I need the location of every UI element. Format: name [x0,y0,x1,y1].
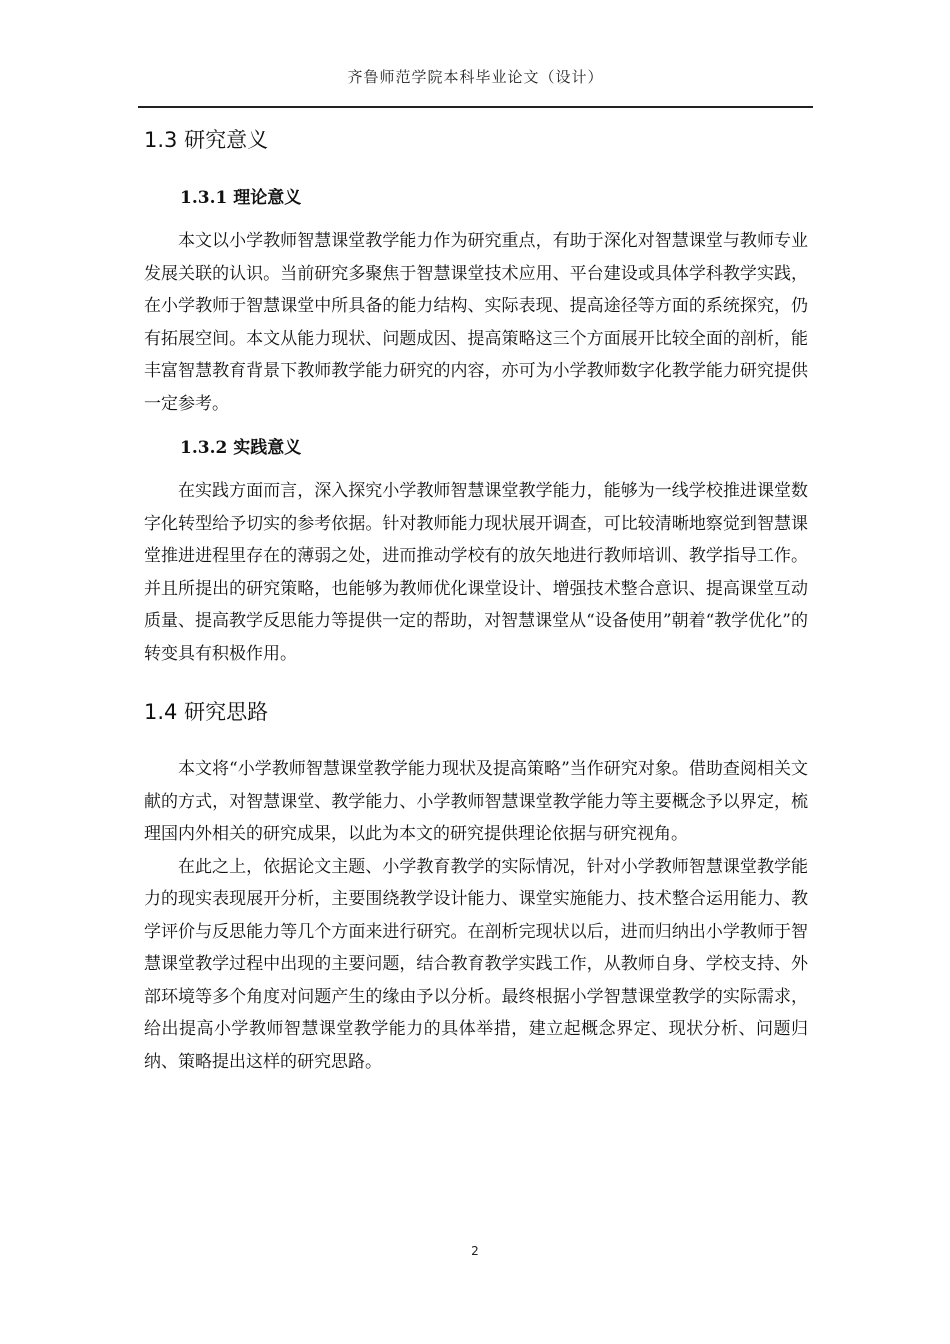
paragraph-research-approach-1: 本文将“小学教师智慧课堂教学能力现状及提高策略”当作研究对象。借助查阅相关文献的方式，对智慧课堂、教学能力、小学教师智慧课堂教学能力等主要概念予以界定，梳理国内外相关的研究成果，以此为本文的研究提供理论依据与研究视角。 [144,759,808,844]
section-heading-1-4: 1.4 研究思路 [144,700,269,724]
subsection-heading-1-3-2: 1.3.2 实践意义 [180,438,302,458]
subsection-heading-1-3-1: 1.3.1 理论意义 [180,188,302,208]
page-header: 齐鲁师范学院本科毕业论文（设计） [347,68,604,86]
page-number: 2 [471,1244,479,1258]
page-body [144,122,808,1078]
section-heading-1-3: 1.3 研究意义 [144,128,269,152]
paragraph-theoretical-significance: 本文以小学教师智慧课堂教学能力作为研究重点，有助于深化对智慧课堂与教师专业发展关联的认识。当前研究多聚焦于智慧课堂技术应用、平台建设或具体学科教学实践，在小学教师于智慧课堂中所具备的能力结构、实际表现、提高途径等方面的系统探究，仍有拓展空间。本文从能力现状、问题成因、提高策略这三个方面展开比较全面的剖析，能丰富智慧教育背景下教师教学能力研究的内容，亦可为小学教师数字化教学能力研究提供一定参考。 [144,231,808,414]
header-rule [138,106,813,108]
paragraph-research-approach-2: 在此之上，依据论文主题、小学教育教学的实际情况，针对小学教师智慧课堂教学能力的现实表现展开分析，主要围绕教学设计能力、课堂实施能力、技术整合运用能力、教学评价与反思能力等几个方面来进行研究。在剖析完现状以后，进而归纳出小学教师于智慧课堂教学过程中出现的主要问题，结合教育教学实践工作，从教师自身、学校支持、外部环境等多个角度对问题产生的缘由予以分析。最终根据小学智慧课堂教学的实际需求，给出提高小学教师智慧课堂教学能力的具体举措，建立起概念界定、现状分析、问题归纳、策略提出这样的研究思路。 [144,856,808,1072]
paragraph-practical-significance: 在实践方面而言，深入探究小学教师智慧课堂教学能力，能够为一线学校推进课堂数字化转型给予切实的参考依据。针对教师能力现状展开调查，可比较清晰地察觉到智慧课堂推进进程里存在的薄弱之处，进而推动学校有的放矢地进行教师培训、教学指导工作。并且所提出的研究策略，也能够为教师优化课堂设计、增强技术整合意识、提高课堂互动质量、提高教学反思能力等提供一定的帮助，对智慧课堂从“设备使用”朝着“教学优化”的转变具有积极作用。 [144,481,808,664]
